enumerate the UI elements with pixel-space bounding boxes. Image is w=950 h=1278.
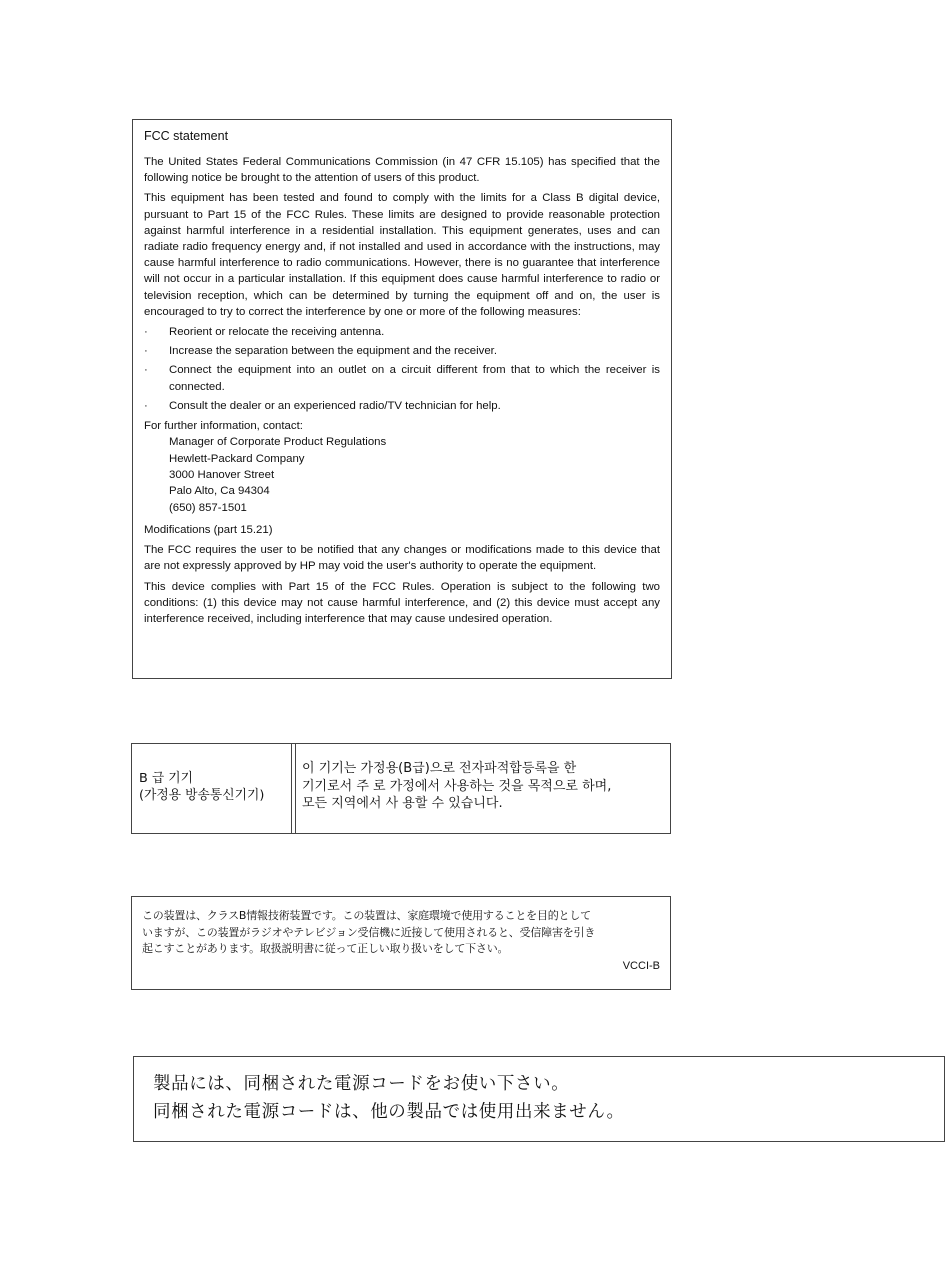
fcc-title: FCC statement [144, 129, 229, 143]
list-item: · Increase the separation between the equipment and the receiver. [144, 343, 660, 359]
fcc-modifications-heading: Modifications (part 15.21) [144, 524, 273, 537]
korea-class-sub: (가정용 방송통신기기) [139, 788, 265, 803]
fcc-measures-list [144, 324, 660, 414]
power-cord-line: 同梱された電源コードは、他の製品では使用出来ません。 [153, 1102, 625, 1122]
korea-class-label: B 급 기기 [139, 771, 193, 786]
vcci-line: この装置は、クラスB情報技術装置です。この装置は、家庭環境で使用することを目的として [142, 909, 591, 922]
vcci-notice-text [142, 908, 661, 958]
korea-class-cell [132, 744, 292, 833]
korea-notice-cell [296, 744, 670, 833]
address-line: (650) 857-1501 [169, 501, 247, 514]
fcc-class-b-paragraph: This equipment has been tested and found to comply with the limits for a Class B digital device, pursuant to Part 15 of the FCC Rules. These limits are designed to provide reasonable protection against harmful interference in a residential installation. This equipment generates, uses and can radiate radio frequency energy and, if not installed and used in accordance with the instructions, may cause harmful interference to radio communications. However, there is no guarantee that interference will not occur in a particular installation. If this equipment does cause harmful interference to radio or television reception, which can be determined by turning the equipment off and on, the user is encouraged to try to correct the interference by one or more of the following measures: [144, 192, 660, 318]
vcci-notice-box [131, 896, 671, 990]
list-item: · Consult the dealer or an experienced radio/TV technician for help. [144, 398, 660, 414]
list-item: · Reorient or relocate the receiving antenna. [144, 324, 660, 340]
address-line: Hewlett-Packard Company [169, 452, 305, 465]
korea-notice-line: 이 기기는 가정용(B급)으로 전자파적합등록을 한 [302, 761, 577, 776]
fcc-statement-box [132, 119, 672, 679]
vcci-line: いますが、この装置がラジオやテレビジョン受信機に近接して使用されると、受信障害を引き [142, 925, 596, 939]
bullet-icon: · [144, 326, 148, 339]
power-cord-notice-box [133, 1056, 945, 1142]
list-item: · Connect the equipment into an outlet on a circuit different from that to which the receiver is connected. [144, 364, 660, 393]
fcc-contact-address [169, 434, 660, 516]
fcc-modifications-text: The FCC requires the user to be notified that any changes or modifications made to this device that are not expressly approved by HP may void the user's authority to operate the equipment. [144, 544, 660, 573]
vcci-line: 起こすことがあります。取扱説明書に従って正しい取り扱いをして下さい。 [142, 942, 509, 955]
address-line: 3000 Hanover Street [169, 469, 275, 482]
korea-notice-line: 기기로서 주 로 가정에서 사용하는 것을 목적으로 하며, [302, 778, 612, 794]
bullet-icon: · [144, 345, 148, 358]
korea-notice-line: 모든 지역에서 사 용할 수 있습니다. [302, 796, 503, 811]
address-line: Manager of Corporate Product Regulations [169, 436, 387, 449]
vcci-mark: VCCI-B [622, 960, 660, 972]
fcc-compliance-text: This device complies with Part 15 of the FCC Rules. Operation is subject to the following two conditions: (1) this device may not cause harmful interference, and (2) this device must accept any interference received, including interference that may cause undesired operation. [144, 580, 660, 626]
fcc-contact-intro: For further information, contact: [144, 420, 303, 433]
bullet-icon: · [144, 364, 148, 377]
korea-emc-table [131, 743, 671, 834]
power-cord-line: 製品には、同梱された電源コードをお使い下さい。 [153, 1074, 570, 1094]
address-line: Palo Alto, Ca 94304 [169, 485, 270, 498]
fcc-intro: The United States Federal Communications Commission (in 47 CFR 15.105) has specified that the following notice be brought to the attention of users of this product. [144, 156, 660, 185]
bullet-icon: · [144, 399, 148, 412]
